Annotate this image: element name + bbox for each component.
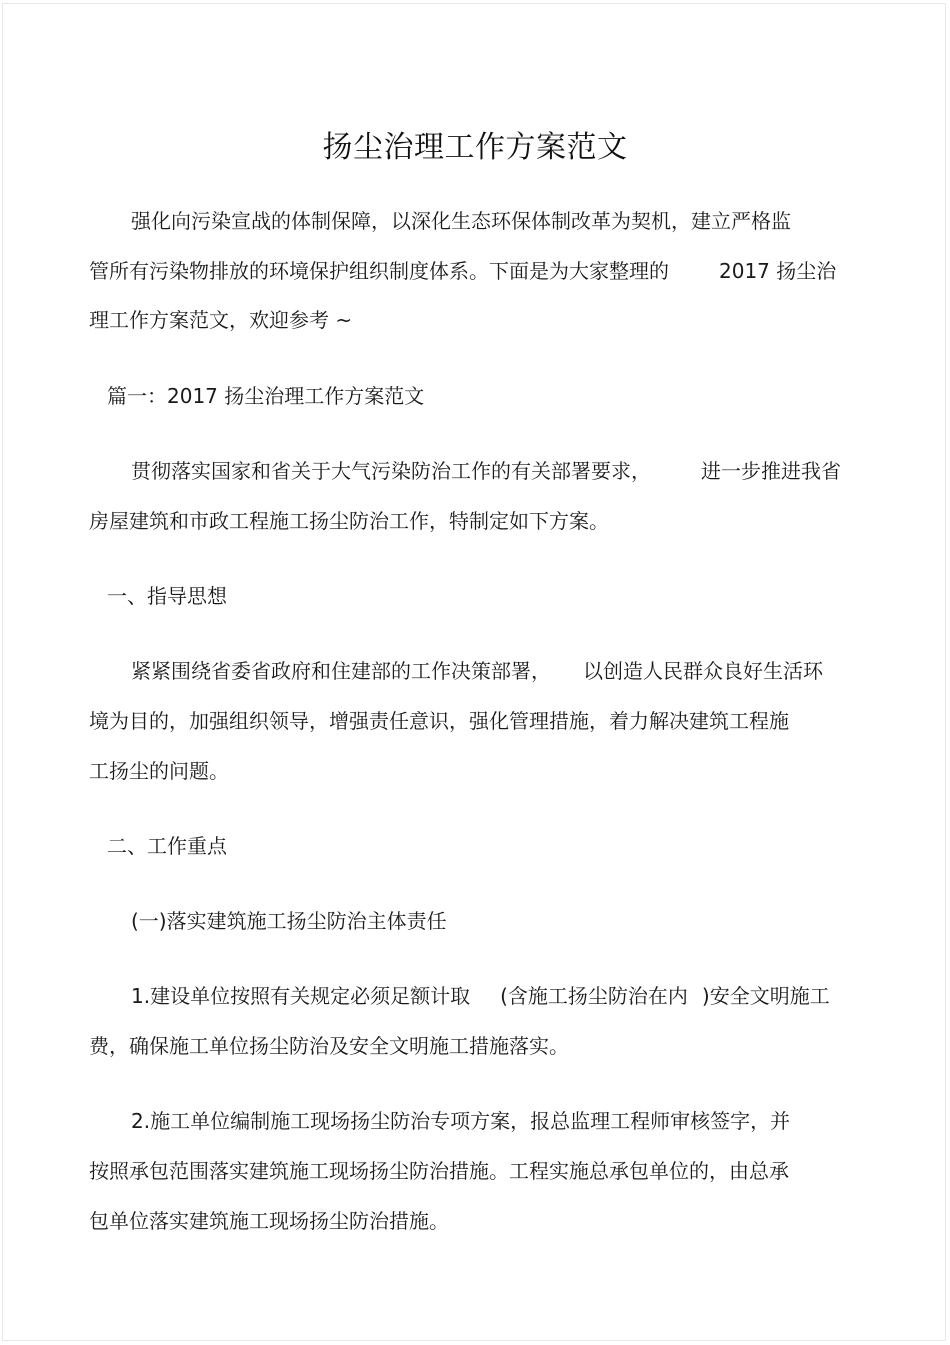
para1-line-1-text: 贯彻落实国家和省关于大气污染防治工作的有关部署要求，: [131, 459, 651, 483]
para1-line-1-continued: 进一步推进我省: [701, 459, 841, 483]
section-heading: 篇一：2017 扬尘治理工作方案范文: [107, 384, 425, 408]
intro-line-1: 强化向污染宣战的体制保障，以深化生态环保体制改革为契机，建立严格监: [131, 209, 791, 233]
intro-line-2-year: 2017 扬尘治: [719, 259, 837, 283]
item1-line-1-end: )安全文明施工: [701, 984, 830, 1008]
intro-line-2: [89, 259, 836, 283]
intro-line-2-text: 管所有污染物排放的环境保护组织制度体系。下面是为大家整理的: [89, 259, 669, 283]
intro-line-3: 理工作方案范文，欢迎参考 ~: [89, 308, 353, 332]
item1-line-1-paren: (含施工扬尘防治在内: [500, 984, 688, 1008]
para2-line-1-continued: 以创造人民群众良好生活环: [583, 659, 823, 683]
document-page: [2, 3, 946, 1341]
para1-line-2: 房屋建筑和市政工程施工扬尘防治工作，特制定如下方案。: [89, 509, 609, 533]
item2-line-2: 按照承包范围落实建筑施工现场扬尘防治措施。工程实施总承包单位的，由总承: [89, 1159, 789, 1183]
document-title: 扬尘治理工作方案范文: [322, 130, 628, 165]
heading-guiding-thought: 一、指导思想: [107, 584, 227, 608]
heading-work-focus: 二、工作重点: [107, 834, 227, 858]
item2-line-3: 包单位落实建筑施工现场扬尘防治措施。: [89, 1209, 449, 1233]
item1-line-1-text: 1.建设单位按照有关规定必须足额计取: [131, 984, 471, 1008]
para2-line-3: 工扬尘的问题。: [89, 759, 229, 783]
para2-line-2: 境为目的，加强组织领导，增强责任意识，强化管理措施，着力解决建筑工程施: [89, 709, 789, 733]
para1-line-1: [131, 459, 841, 483]
item1-line-1: [131, 984, 830, 1008]
para2-line-1-text: 紧紧围绕省委省政府和住建部的工作决策部署，: [131, 659, 551, 683]
subheading-responsibility: (一)落实建筑施工扬尘防治主体责任: [131, 909, 447, 933]
item2-line-1: 2.施工单位编制施工现场扬尘防治专项方案，报总监理工程师审核签字，并: [131, 1109, 791, 1133]
para2-line-1: [131, 659, 823, 683]
item1-line-2: 费，确保施工单位扬尘防治及安全文明施工措施落实。: [89, 1034, 569, 1058]
